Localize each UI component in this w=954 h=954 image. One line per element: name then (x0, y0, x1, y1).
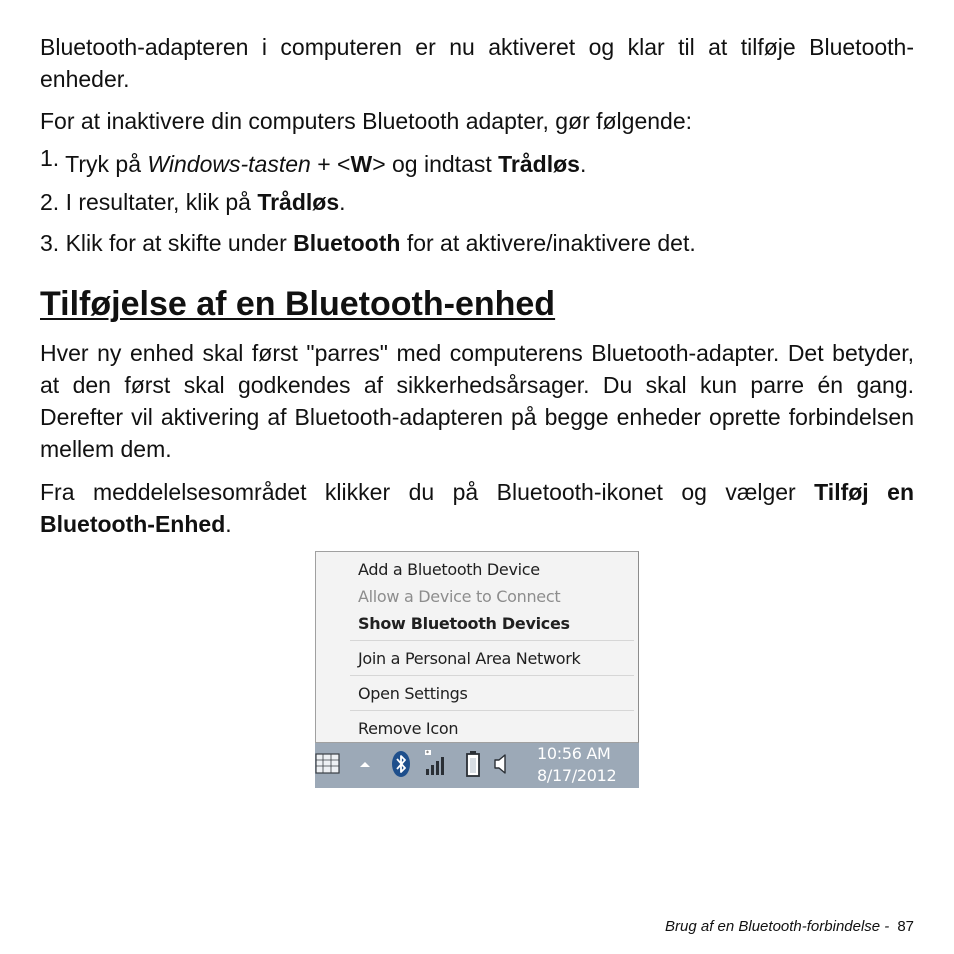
menu-item-remove-icon[interactable]: Remove Icon (358, 719, 459, 738)
step-3: 3. Klik for at skifte under Bluetooth for at aktivere/inaktivere det. (40, 230, 696, 256)
taskbar-clock[interactable] (537, 743, 637, 787)
page-number: 87 (897, 918, 914, 935)
intro-paragraph: Bluetooth-adapteren i computeren er nu aktiveret og klar til at tilføje Bluetooth-enheder. (40, 34, 914, 92)
menu-item-show-bluetooth-devices[interactable]: Show Bluetooth Devices (358, 614, 570, 633)
clock-time: 10:56 AM (537, 744, 611, 763)
battery-icon[interactable] (465, 750, 481, 778)
menu-separator (350, 710, 634, 711)
speaker-icon[interactable] (493, 752, 511, 776)
svg-text:*: * (426, 750, 429, 757)
footer-title: Brug af en Bluetooth-forbindelse - (665, 918, 890, 935)
menu-item-add-bluetooth-device[interactable]: Add a Bluetooth Device (358, 560, 540, 579)
bluetooth-menu-screenshot (315, 551, 639, 788)
section-heading: Tilføjelse af en Bluetooth-enhed (40, 285, 556, 323)
step-1: 1. Tryk på Windows-tasten + <W> og indtast Trådløs. (40, 145, 587, 177)
instruction-lead: For at inaktivere din computers Bluetooth adapter, gør følgende: (40, 108, 693, 134)
clock-date: 8/17/2012 (537, 766, 617, 785)
step-2: 2. I resultater, klik på Trådløs. (40, 189, 346, 215)
taskbar-notification-area (315, 743, 639, 788)
pairing-paragraph: Hver ny enhed skal først "parres" med computerens Bluetooth-adapter. Det betyder, at den først skal godkendes af sikkerhedsårsager. Du skal kun parre én gang. Derefter vil aktivering af Bluetooth-adapteren på begge enheder oprette forbindelsen mellem dem. (40, 340, 914, 462)
keyboard-icon[interactable] (315, 753, 341, 775)
chevron-up-icon[interactable] (358, 759, 372, 769)
page-footer (665, 918, 914, 935)
menu-item-open-settings[interactable]: Open Settings (358, 684, 468, 703)
menu-item-allow-device-to-connect: Allow a Device to Connect (358, 587, 561, 606)
menu-item-join-personal-area-network[interactable]: Join a Personal Area Network (358, 649, 581, 668)
menu-separator (350, 640, 634, 641)
bluetooth-icon[interactable] (391, 750, 411, 778)
add-device-paragraph: Fra meddelelsesområdet klikker du på Bluetooth-ikonet og vælger Tilføj en Bluetooth-Enhed. (40, 479, 914, 537)
context-menu (315, 551, 639, 743)
menu-separator (350, 675, 634, 676)
network-signal-icon[interactable] (423, 749, 447, 777)
